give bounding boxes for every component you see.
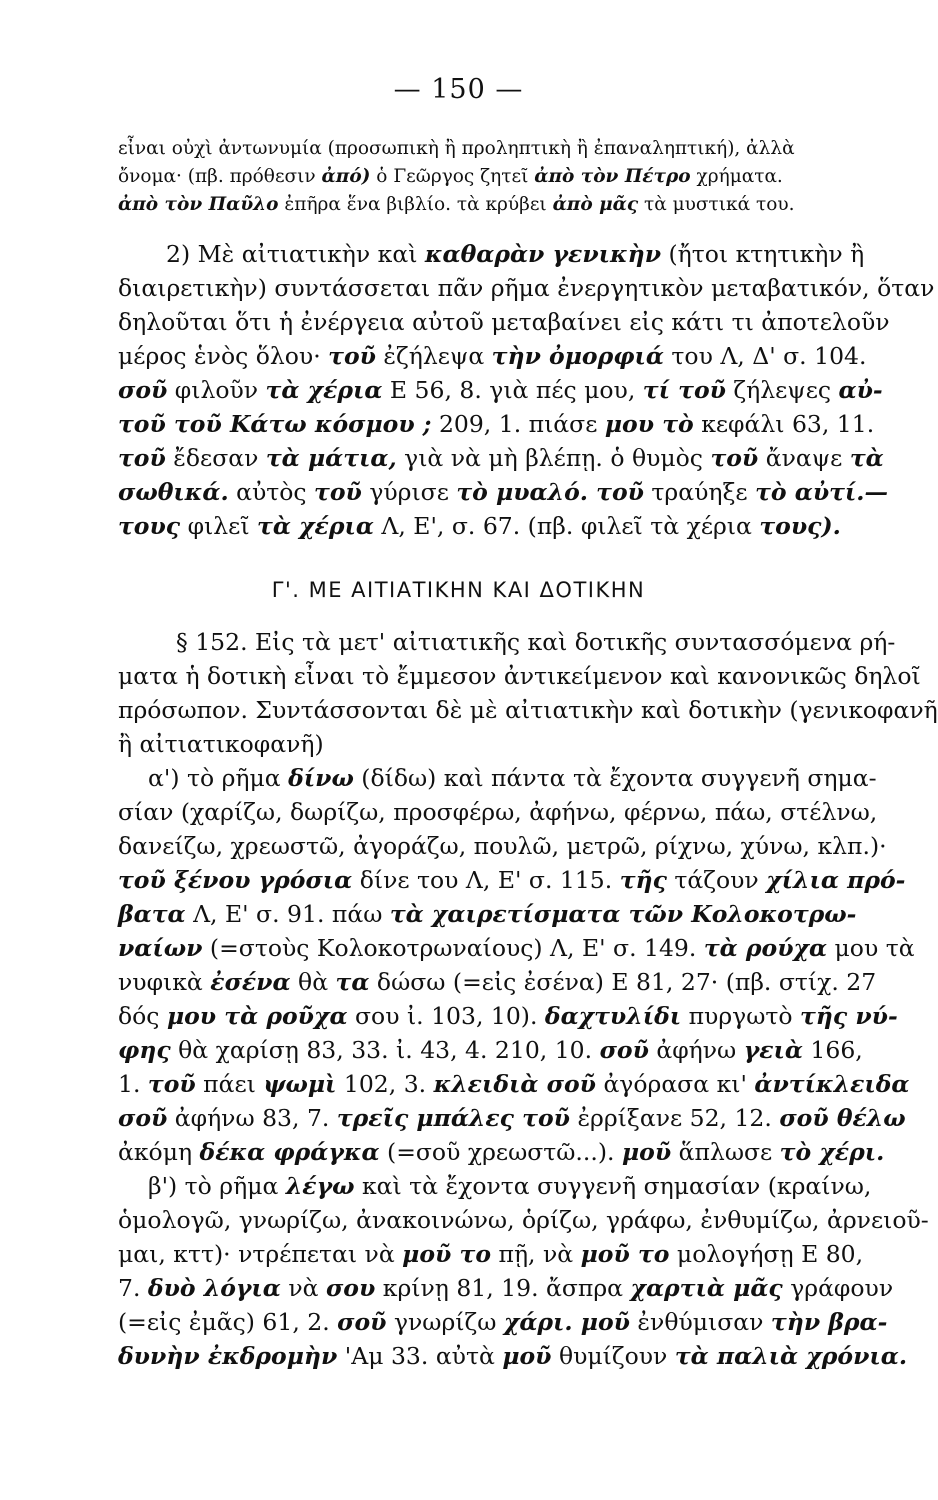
text-run: δώσω (=εἰς ἐσένα) Ε 81, 27· (πβ. στίχ. 27 [369, 968, 877, 996]
text-line [118, 934, 915, 962]
emphasized-text: δέκα φράγκα [199, 1138, 380, 1166]
emphasized-text: δαχτυλίδι [544, 1002, 682, 1030]
text-run: νὰ [280, 1274, 326, 1302]
text-line [118, 512, 880, 540]
text-run: Λ, Ε', σ. 67. (πβ. φιλεῖ τὰ χέρια [373, 512, 760, 540]
text-run: (ἤτοι κτητικὴν ἢ [661, 240, 865, 268]
text-run: δίνε του Λ, Ε' σ. 115. [352, 866, 620, 894]
text-line [118, 832, 887, 860]
text-run: ὁμολογῶ, γνωρίζω, ἀνακοινώνω, ὁρίζω, γράφω, ἐνθυμίζω, ἀρνειοῦ- [118, 1206, 929, 1234]
text-run: θὰ χαρίσῃ 83, 33. ἰ. 43, 4. 210, 10. [170, 1036, 600, 1064]
emphasized-text: σοῦ [337, 1308, 387, 1336]
emphasized-text: τῆς νύ- [799, 1002, 898, 1030]
text-run: ἀκόμη [118, 1138, 200, 1166]
emphasized-text: καθαρὰν γενικὴν [424, 240, 662, 268]
text-run: θὰ [290, 968, 336, 996]
emphasized-text: ἀπὸ τὸν Παῦλο [118, 194, 279, 215]
text-run: ματα ἡ δοτικὴ εἶναι τὸ ἔμμεσον ἀντικείμενον καὶ κανονικῶς δηλοῖ [118, 662, 921, 690]
text-run: σου ἰ. 103, 10). [347, 1002, 545, 1030]
text-run: γιὰ νὰ μὴ βλέπῃ. ὁ θυμὸς [396, 444, 711, 472]
emphasized-text: μοῦ [502, 1342, 552, 1370]
text-run: ἄναψε [758, 444, 850, 472]
text-line [148, 764, 880, 792]
emphasized-text: τρεῖς μπάλες τοῦ [336, 1104, 570, 1132]
text-line [118, 1104, 906, 1132]
text-line [118, 1274, 894, 1302]
emphasized-text: σωθικά. [118, 478, 229, 506]
text-run: δηλοῦται ὅτι ἡ ἐνέργεια αὐτοῦ μεταβαίνει εἰς κάτι τι ἀποτελοῦν [118, 308, 890, 336]
text-run: μου τὰ [827, 934, 915, 962]
emphasized-text: μοῦ το [402, 1240, 492, 1268]
emphasized-text: μου τὰ ροῦχα [166, 1002, 348, 1030]
text-run: τὰ μυστικά του. [638, 194, 795, 215]
text-line [118, 342, 880, 370]
emphasized-text: μοῦ το [580, 1240, 670, 1268]
text-line [118, 1206, 929, 1234]
text-run: 7. [118, 1274, 148, 1302]
emphasized-text: ἀντίκλειδα [754, 1070, 910, 1098]
text-run: 166, [802, 1036, 863, 1064]
text-line [118, 968, 880, 996]
text-line [118, 696, 938, 724]
emphasized-text: χίλια πρό- [766, 866, 906, 894]
emphasized-text: τοῦ [328, 342, 376, 370]
text-line [118, 1240, 880, 1268]
text-run: ἀφήνω 83, 7. [167, 1104, 337, 1132]
text-run: διαιρετικὴν) συντάσσεται πᾶν ρῆμα ἐνεργητικὸν μεταβατικόν, ὅταν [118, 274, 935, 302]
emphasized-text: τὰ χαιρετίσματα τῶν Κολοκοτρω- [389, 900, 857, 928]
emphasized-text: τὰ [849, 444, 884, 472]
text-line [118, 1036, 880, 1064]
emphasized-text: τὴν βρα- [770, 1308, 888, 1336]
emphasized-text: τὰ χέρια [265, 376, 383, 404]
text-line [118, 662, 921, 690]
emphasized-text: ψωμὶ [263, 1070, 337, 1098]
text-run: 209, 1. πιάσε [431, 410, 605, 438]
emphasized-text: φης [118, 1036, 171, 1064]
text-run: γράφουν [782, 1274, 894, 1302]
text-run: κεφάλι 63, 11. [693, 410, 875, 438]
text-run: μέρος ἑνὸς ὅλου· [118, 342, 329, 370]
text-run: γύρισε [361, 478, 457, 506]
emphasized-text: τοῦ ξένου γρόσια [118, 866, 353, 894]
emphasized-text: τους). [759, 512, 841, 540]
text-run: ἢ αἰτιατικοφανῆ) [118, 730, 324, 758]
emphasized-text: τὰ ρούχα [703, 934, 828, 962]
text-run: δανείζω, χρεωστῶ, ἀγοράζω, πουλῶ, μετρῶ, ρίχνω, χύνω, κλπ.)· [118, 832, 887, 860]
text-run: (=εἰς ἐμᾶς) 61, 2. [118, 1308, 338, 1336]
emphasized-text: λέγω [285, 1172, 355, 1200]
emphasized-text: δυὸ λόγια [147, 1274, 281, 1302]
text-run: φιλοῦν [167, 376, 266, 404]
emphasized-text: χαρτιὰ μᾶς [630, 1274, 783, 1302]
emphasized-text: τί τοῦ [642, 376, 726, 404]
text-line [118, 376, 883, 404]
text-run: τραύηξε [643, 478, 756, 506]
text-run: 2) Μὲ αἰτιατικὴν καὶ [166, 240, 425, 268]
text-run: αὐτὸς [228, 478, 315, 506]
text-line [118, 410, 880, 438]
emphasized-text: τὰ χέρια [257, 512, 374, 540]
text-run: 'Αμ 33. αὐτὰ [337, 1342, 503, 1370]
emphasized-text: τοῦ [118, 444, 166, 472]
section-heading: Γ'. ΜΕ ΑΙΤΙΑΤΙΚΗΝ ΚΑΙ ΔΟΤΙΚΗΝ [271, 578, 646, 602]
emphasized-text: σοῦ [118, 1104, 168, 1132]
text-line [118, 730, 880, 758]
text-run: ἐνθύμισαν [629, 1308, 771, 1336]
text-run: (δίδω) καὶ πάντα τὰ ἔχοντα συγγενῆ σημα- [353, 764, 877, 792]
text-run: ἐρρίξανε 52, 12. [569, 1104, 780, 1132]
emphasized-text: ἀπό) [321, 166, 371, 187]
text-run: μολογήσῃ Ε 80, [669, 1240, 864, 1268]
text-line [118, 478, 888, 506]
text-run: Ε 56, 8. γιὰ πές μου, [382, 376, 643, 404]
text-run: ἐζήλεψα [375, 342, 492, 370]
text-run: νυφικὰ [118, 968, 211, 996]
text-run: β') τὸ ρῆμα [148, 1172, 286, 1200]
text-run: γνωρίζω [386, 1308, 504, 1336]
emphasized-text: τὸ μυαλό. τοῦ [456, 478, 644, 506]
text-run: ὄνομα· (πβ. πρόθεσιν [118, 166, 322, 187]
emphasized-text: σοῦ [599, 1036, 649, 1064]
text-run: καὶ τὰ ἔχοντα συγγενῆ σημασίαν (κραίνω, [354, 1172, 872, 1200]
text-run: κρίνῃ 81, 19. ἄσπρα [375, 1274, 631, 1302]
text-run: § 152. Εἰς τὰ μετ' αἰτιατικῆς καὶ δοτικῆς συντασσόμενα ρή- [176, 628, 896, 656]
text-run: α') τὸ ρῆμα [148, 764, 289, 792]
text-run: ἀφήνω [648, 1036, 744, 1064]
emphasized-text: τοῦ τοῦ Κάτω κόσμου ; [118, 410, 432, 438]
text-run: πυργωτὸ [681, 1002, 800, 1030]
text-line [118, 1308, 888, 1336]
emphasized-text: τους [118, 512, 181, 540]
text-run: ἐπῆρα ἕνα βιβλίο. τὰ κρύβει [278, 194, 553, 215]
text-run: σίαν (χαρίζω, δωρίζω, προσφέρω, ἀφήνω, φέρνω, πάω, στέλνω, [118, 798, 878, 826]
emphasized-text: τὰ παλιὰ χρόνια. [674, 1342, 908, 1370]
text-run: 102, 3. [336, 1070, 434, 1098]
text-line [166, 240, 880, 268]
emphasized-text: σοῦ θέλω [779, 1104, 906, 1132]
text-line [148, 1172, 880, 1200]
text-run: ἀγόρασα κι' [595, 1070, 755, 1098]
text-line [118, 798, 880, 826]
emphasized-text: δυνὴν ἐκδρομὴν [118, 1342, 338, 1370]
text-line [118, 1070, 910, 1098]
emphasized-text: γειὰ [743, 1036, 803, 1064]
emphasized-text: τοῦ [314, 478, 362, 506]
text-line [176, 628, 896, 656]
emphasized-text: ἀπὸ μᾶς [552, 194, 639, 215]
text-line [118, 1342, 908, 1370]
text-run: ἅπλωσε [671, 1138, 780, 1166]
text-run: 1. [118, 1070, 148, 1098]
emphasized-text: χάρι. μοῦ [503, 1308, 630, 1336]
emphasized-text: ναίων [118, 934, 203, 962]
text-run: πρόσωπον. Συντάσσονται δὲ μὲ αἰτιατικὴν καὶ δοτικὴν (γενικοφανῆ [118, 696, 938, 724]
text-line [118, 444, 884, 472]
emphasized-text: ἀπὸ τὸν Πέτρο [534, 166, 691, 187]
text-run: μαι, κττ)· ντρέπεται νὰ [118, 1240, 403, 1268]
text-run: χρήματα. [690, 166, 783, 187]
text-run: ζήλεψες [725, 376, 839, 404]
text-run: ὁ Γεῶργος ζητεῖ [370, 166, 535, 187]
text-line [118, 1002, 898, 1030]
emphasized-text: τὰ μάτια, [265, 444, 397, 472]
text-line [118, 194, 880, 215]
emphasized-text: αὐ- [838, 376, 883, 404]
page-number: — 150 — [393, 74, 524, 105]
emphasized-text: δίνω [288, 764, 354, 792]
text-line [118, 138, 880, 159]
text-line [118, 166, 880, 187]
emphasized-text: σοῦ [118, 376, 168, 404]
text-run: θυμίζουν [551, 1342, 675, 1370]
text-line [118, 308, 890, 336]
text-run: δός [118, 1002, 167, 1030]
text-run: Λ, Ε' σ. 91. πάω [185, 900, 390, 928]
emphasized-text: κλειδιὰ σοῦ [433, 1070, 596, 1098]
text-line [118, 866, 906, 894]
text-run: εἶναι οὐχὶ ἀντωνυμία (προσωπικὴ ἢ προληπτικὴ ἢ ἐπαναληπτική), ἀλλὰ [118, 138, 795, 159]
emphasized-text: τὸ χέρι. [779, 1138, 885, 1166]
emphasized-text: τὴν ὀμορφιά [491, 342, 664, 370]
text-line [118, 1138, 885, 1166]
emphasized-text: τα [335, 968, 370, 996]
emphasized-text: τοῦ [710, 444, 759, 472]
emphasized-text: βατα [118, 900, 186, 928]
emphasized-text: σου [325, 1274, 376, 1302]
text-run: πάει [195, 1070, 264, 1098]
text-run: του Λ, Δ' σ. 104. [663, 342, 867, 370]
text-run: (=στοὺς Κολοκοτρωναίους) Λ, Ε' σ. 149. [202, 934, 704, 962]
text-run: φιλεῖ [180, 512, 258, 540]
emphasized-text: μου τὸ [604, 410, 694, 438]
text-run: πῇ, νὰ [491, 1240, 581, 1268]
text-run: ἔδεσαν [165, 444, 266, 472]
text-run: (=σοῦ χρεωστῶ...). [379, 1138, 622, 1166]
text-run: τάζουν [666, 866, 767, 894]
emphasized-text: τὸ αὐτί.— [755, 478, 888, 506]
text-line [118, 900, 880, 928]
emphasized-text: μοῦ [621, 1138, 672, 1166]
emphasized-text: ἐσένα [210, 968, 291, 996]
emphasized-text: τῆς [619, 866, 667, 894]
text-line [118, 274, 935, 302]
emphasized-text: τοῦ [147, 1070, 196, 1098]
